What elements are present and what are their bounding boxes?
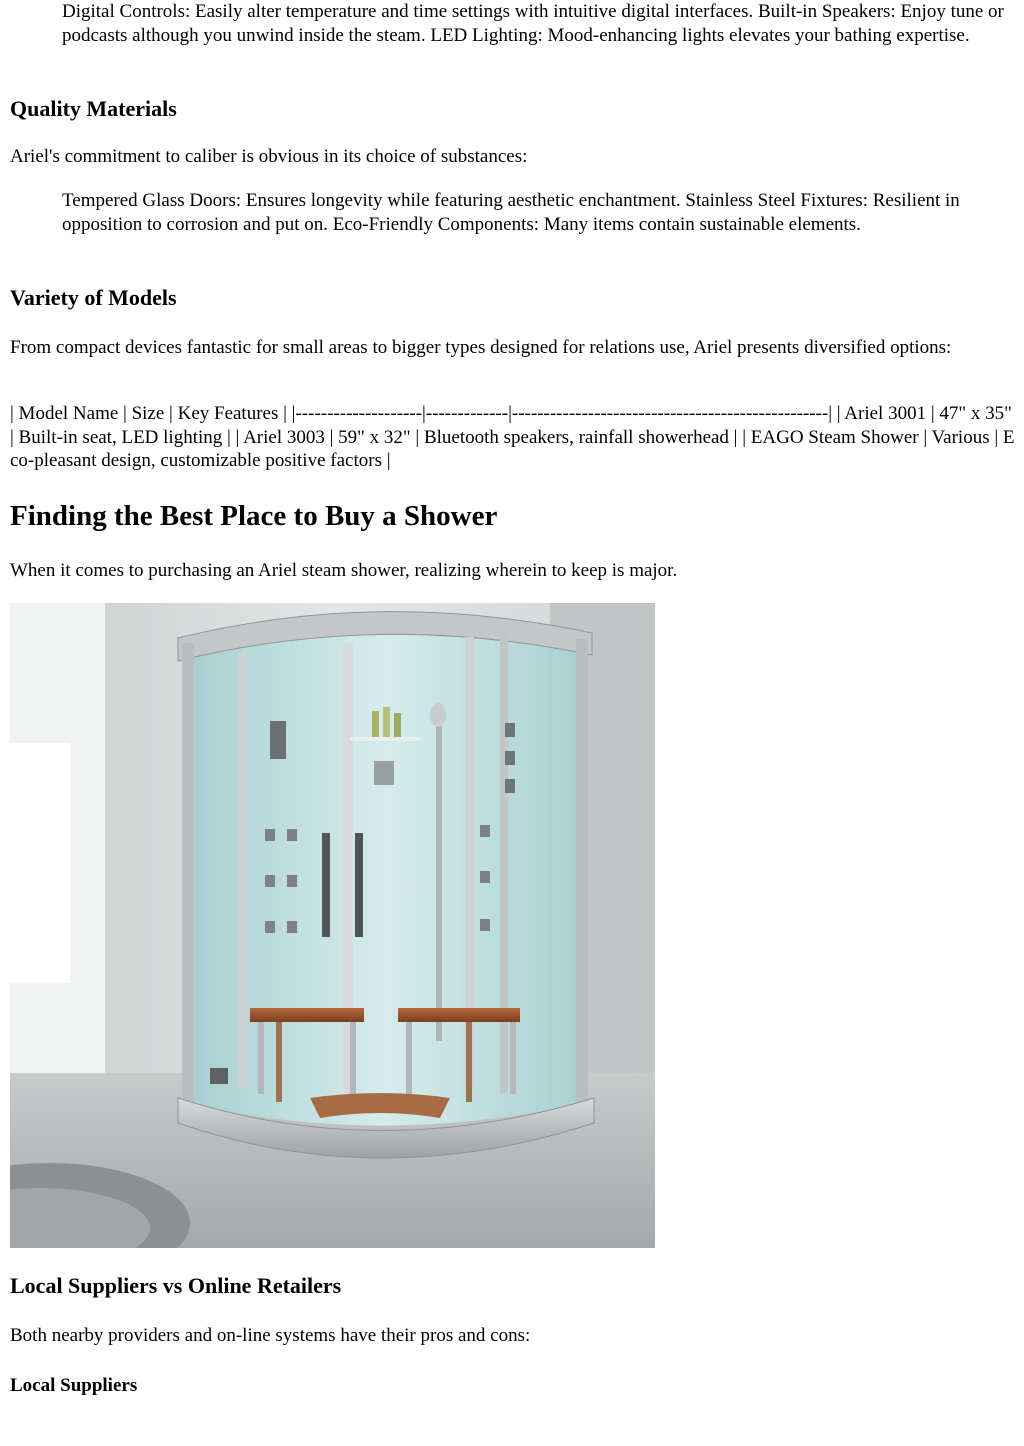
variety-of-models-heading: Variety of Models <box>10 285 177 310</box>
variety-intro: From compact devices fantastic for small areas to bigger types designed for relations use, Ariel presents diversified options: <box>10 337 952 358</box>
models-table-text: | Model Name | Size | Key Features | |--------------------|-------------|--------------------------------------------------| | Ariel 3001 | 47" x 35" | Built-in seat, LED lighting | | Ariel 3003 | 59" x 32" | Bluetooth speakers, rainfall showerhead | | EAGO Steam Shower | Various | Eco-pleasant design, customizable positive factors | <box>10 403 1015 471</box>
suppliers-intro: Both nearby providers and on-line systems have their pros and cons: <box>10 1325 531 1346</box>
quality-materials-heading: Quality Materials <box>10 96 177 121</box>
steam-shower-photo <box>10 603 655 1248</box>
quality-list: Tempered Glass Doors: Ensures longevity while featuring aesthetic enchantment. Stainless Steel Fixtures: Resilient in opposition to corrosion and put on. Eco-Friendly Components: Many items contain sustainable elements. <box>62 190 960 235</box>
local-suppliers-subheading: Local Suppliers <box>10 1375 138 1396</box>
best-place-heading: Finding the Best Place to Buy a Shower <box>10 500 498 532</box>
quality-intro: Ariel's commitment to caliber is obvious in its choice of substances: <box>10 146 528 167</box>
features-paragraph: Digital Controls: Easily alter temperature and time settings with intuitive digital interfaces. Built-in Speakers: Enjoy tune or podcasts although you unwind inside the steam. LED Lighting: Mood-enhancing lights elevates your bathing expertise. <box>62 1 1004 46</box>
suppliers-heading: Local Suppliers vs Online Retailers <box>10 1273 342 1298</box>
best-place-intro: When it comes to purchasing an Ariel steam shower, realizing wherein to keep is major. <box>10 560 678 581</box>
